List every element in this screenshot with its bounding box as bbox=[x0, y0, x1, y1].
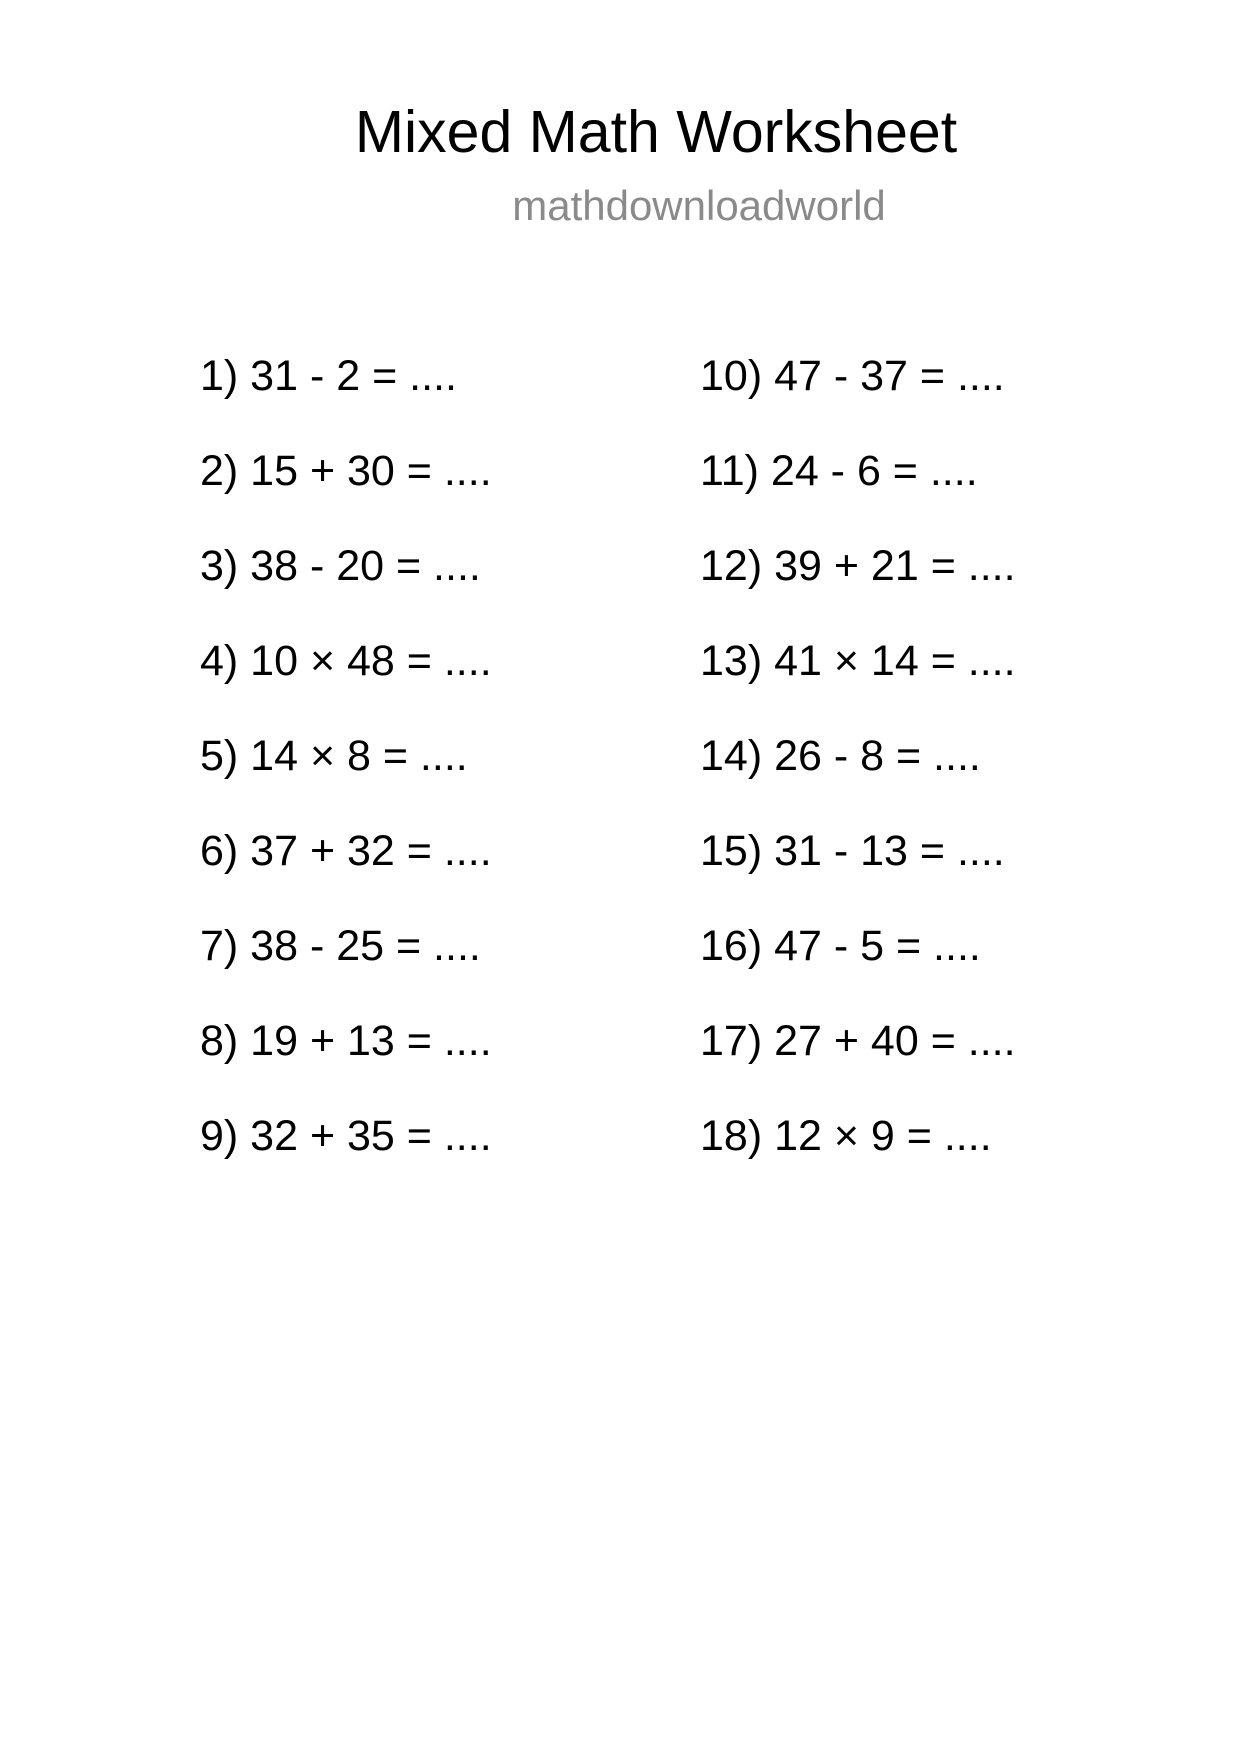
problem-15: 15) 31 - 13 = .... bbox=[700, 827, 1005, 875]
problem-8: 8) 19 + 13 = .... bbox=[200, 1017, 492, 1065]
page-subtitle: mathdownloadworld bbox=[512, 182, 886, 229]
problem-6: 6) 37 + 32 = .... bbox=[200, 827, 492, 875]
problem-3: 3) 38 - 20 = .... bbox=[200, 542, 481, 590]
problem-11: 11) 24 - 6 = .... bbox=[700, 447, 978, 495]
problem-list-right bbox=[700, 346, 1016, 1201]
problem-14: 14) 26 - 8 = .... bbox=[700, 732, 981, 780]
problem-list-left bbox=[200, 346, 492, 1201]
problem-10: 10) 47 - 37 = .... bbox=[700, 352, 1005, 400]
problem-17: 17) 27 + 40 = .... bbox=[700, 1017, 1016, 1065]
problem-1: 1) 31 - 2 = .... bbox=[200, 352, 457, 400]
problem-5: 5) 14 × 8 = .... bbox=[200, 732, 468, 780]
problem-18: 18) 12 × 9 = .... bbox=[700, 1112, 992, 1160]
problem-2: 2) 15 + 30 = .... bbox=[200, 447, 492, 495]
problem-4: 4) 10 × 48 = .... bbox=[200, 637, 492, 685]
problem-13: 13) 41 × 14 = .... bbox=[700, 637, 1016, 685]
problem-7: 7) 38 - 25 = .... bbox=[200, 922, 481, 970]
page-title: Mixed Math Worksheet bbox=[354, 99, 958, 165]
problem-9: 9) 32 + 35 = .... bbox=[200, 1112, 492, 1160]
problem-12: 12) 39 + 21 = .... bbox=[700, 542, 1016, 590]
problem-16: 16) 47 - 5 = .... bbox=[700, 922, 981, 970]
